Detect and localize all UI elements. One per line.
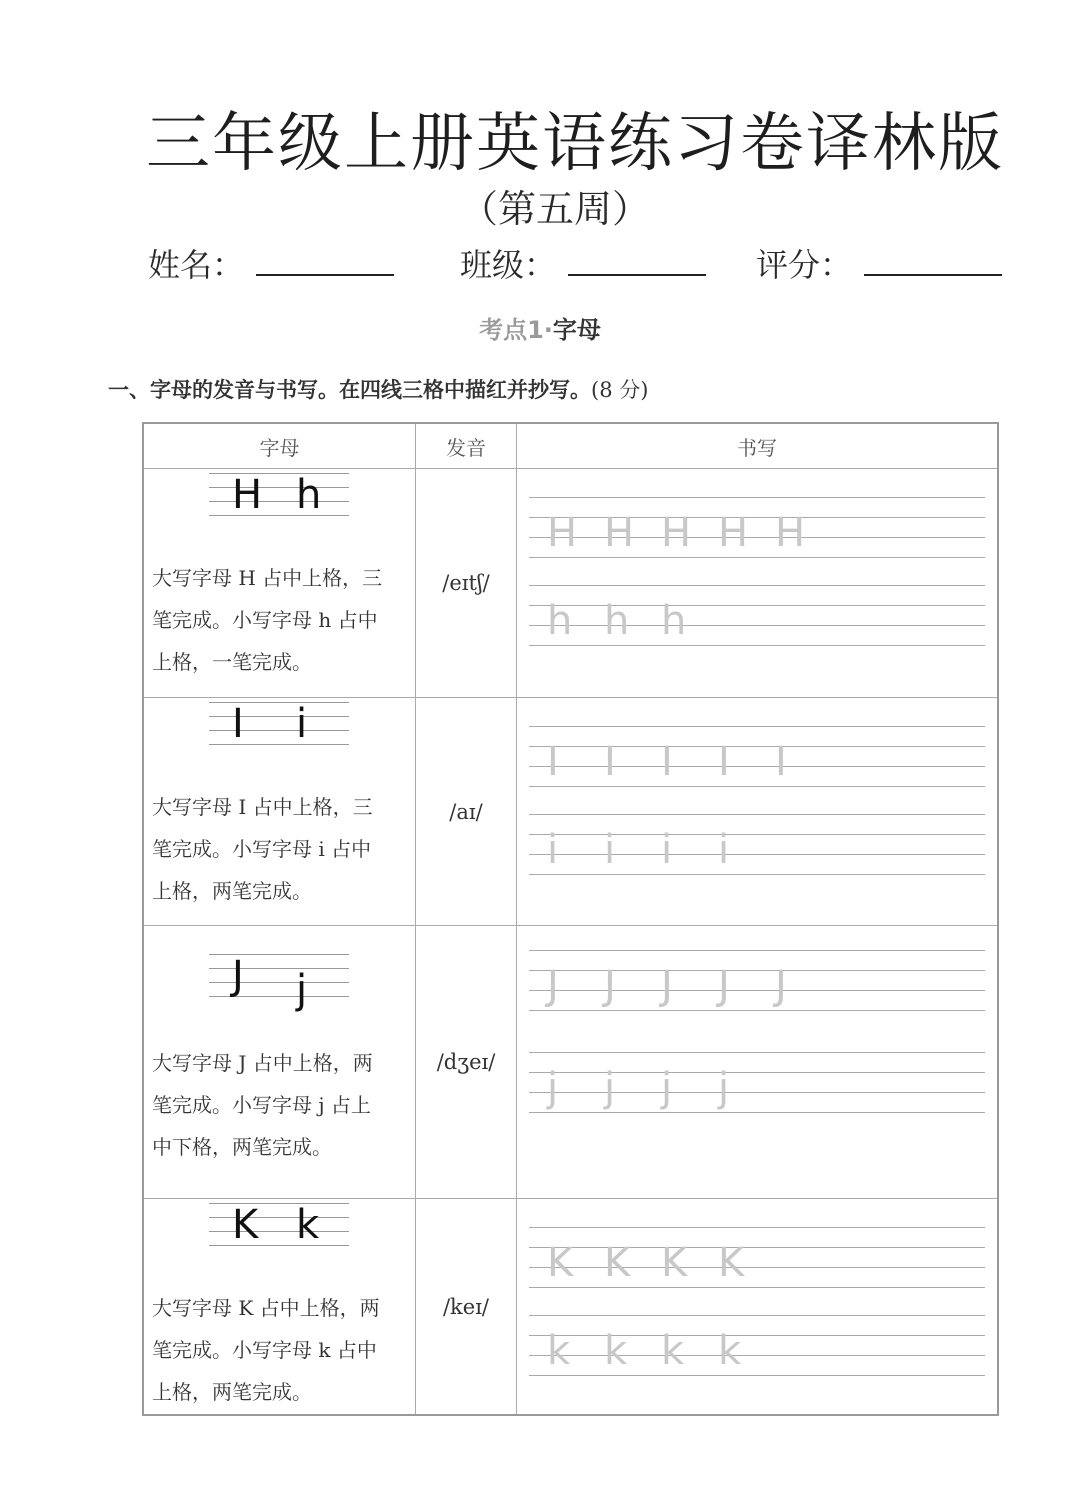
description-line: 上格，两笔完成。 bbox=[152, 879, 312, 903]
writing-area[interactable] bbox=[517, 1199, 997, 1414]
writing-guide-line bbox=[529, 1247, 985, 1248]
guide-line bbox=[209, 1203, 349, 1204]
score-field bbox=[756, 240, 1002, 286]
writing-guide-line bbox=[529, 585, 985, 586]
trace-letter[interactable]: H bbox=[661, 510, 692, 556]
trace-letter[interactable]: h bbox=[547, 598, 573, 644]
trace-letter[interactable]: k bbox=[604, 1328, 628, 1374]
guide-line bbox=[209, 702, 349, 703]
trace-letter[interactable]: J bbox=[661, 963, 673, 1009]
writing-guide-line bbox=[529, 1355, 985, 1356]
writing-guide-line bbox=[529, 605, 985, 606]
lowercase-letter: h bbox=[296, 472, 322, 518]
header-write: 书写 bbox=[517, 423, 999, 469]
writing-guide-line bbox=[529, 1287, 985, 1288]
trace-letter[interactable]: J bbox=[547, 963, 559, 1009]
letter-demo bbox=[144, 926, 415, 1036]
phonetic-cell bbox=[416, 698, 517, 926]
kaodian-topic: 字母 bbox=[552, 316, 601, 344]
writing-guide-line bbox=[529, 1092, 985, 1093]
trace-letter[interactable]: H bbox=[718, 510, 749, 556]
phonetic-cell bbox=[416, 1199, 517, 1416]
writing-cell[interactable] bbox=[517, 469, 999, 698]
trace-letter[interactable]: H bbox=[775, 510, 806, 556]
trace-letter[interactable]: H bbox=[547, 510, 578, 556]
writing-guide-line bbox=[529, 497, 985, 498]
writing-guide-line bbox=[529, 766, 985, 767]
guide-line bbox=[209, 1231, 349, 1232]
writing-guide-line bbox=[529, 1267, 985, 1268]
writing-cell[interactable] bbox=[517, 698, 999, 926]
writing-guide-line bbox=[529, 1072, 985, 1073]
writing-guide-line bbox=[529, 746, 985, 747]
trace-letter[interactable]: J bbox=[604, 963, 616, 1009]
trace-letter[interactable]: k bbox=[661, 1328, 685, 1374]
guide-line bbox=[209, 487, 349, 488]
trace-letter[interactable]: K bbox=[547, 1240, 574, 1286]
writing-guide-line bbox=[529, 1010, 985, 1011]
writing-area[interactable] bbox=[517, 926, 997, 1198]
description-line: 笔完成。小写字母 k 占中 bbox=[152, 1338, 377, 1362]
guide-line bbox=[209, 744, 349, 745]
phonetic-cell bbox=[416, 469, 517, 698]
writing-guide-line bbox=[529, 537, 985, 538]
trace-letter[interactable]: j bbox=[661, 1065, 673, 1111]
guide-line bbox=[209, 716, 349, 717]
guide-line bbox=[209, 1245, 349, 1246]
guide-line bbox=[209, 996, 349, 997]
writing-guide-line bbox=[529, 557, 985, 558]
table-row bbox=[143, 469, 998, 698]
writing-area[interactable] bbox=[517, 469, 997, 697]
table-header-row bbox=[143, 423, 998, 469]
trace-letter[interactable]: I bbox=[604, 739, 616, 785]
phonetic-text: /dʒeɪ/ bbox=[436, 1050, 496, 1074]
writing-guide-line bbox=[529, 1227, 985, 1228]
description-line: 笔完成。小写字母 i 占中 bbox=[152, 837, 372, 861]
uppercase-letter: K bbox=[232, 1202, 259, 1248]
writing-guide-line bbox=[529, 1375, 985, 1376]
phonetic-text: /keɪ/ bbox=[442, 1294, 490, 1319]
class-field bbox=[460, 240, 706, 286]
header-sound: 发音 bbox=[416, 423, 517, 469]
description-line: 大写字母 J 占中上格，两 bbox=[152, 1051, 373, 1075]
lowercase-letter: k bbox=[296, 1202, 320, 1248]
writing-guide-line bbox=[529, 726, 985, 727]
score-blank[interactable] bbox=[864, 244, 1002, 276]
trace-letter[interactable]: k bbox=[547, 1328, 571, 1374]
writing-cell[interactable] bbox=[517, 926, 999, 1199]
letter-demo bbox=[144, 469, 415, 551]
writing-guide-line bbox=[529, 1315, 985, 1316]
name-blank[interactable] bbox=[256, 244, 394, 276]
guide-line bbox=[209, 473, 349, 474]
writing-cell[interactable] bbox=[517, 1199, 999, 1416]
guide-line bbox=[209, 968, 349, 969]
lowercase-letter: i bbox=[296, 701, 308, 747]
question-text: 一、字母的发音与书写。在四线三格中描红并抄写。 bbox=[108, 378, 591, 402]
name-label: 姓名： bbox=[148, 246, 245, 284]
letter-description bbox=[144, 551, 415, 683]
letter-description bbox=[144, 780, 415, 912]
letter-demo bbox=[144, 1199, 415, 1281]
writing-guide-line bbox=[529, 1112, 985, 1113]
table-row bbox=[143, 926, 998, 1199]
trace-letter[interactable]: K bbox=[718, 1240, 745, 1286]
description-line: 大写字母 I 占中上格，三 bbox=[152, 795, 373, 819]
class-label: 班级： bbox=[460, 246, 557, 284]
guide-line bbox=[209, 501, 349, 502]
phonetic-cell bbox=[416, 926, 517, 1199]
trace-letter[interactable]: I bbox=[661, 739, 673, 785]
letter-description bbox=[144, 1281, 415, 1413]
trace-letter[interactable]: H bbox=[604, 510, 635, 556]
description-line: 中下格，两笔完成。 bbox=[152, 1135, 332, 1159]
trace-letter[interactable]: i bbox=[718, 827, 730, 873]
name-field bbox=[148, 240, 394, 286]
phonetic-text: /eɪtʃ/ bbox=[442, 571, 490, 595]
trace-letter[interactable]: i bbox=[661, 827, 673, 873]
uppercase-letter: I bbox=[232, 701, 244, 747]
guide-line bbox=[209, 515, 349, 516]
score-label: 评分： bbox=[756, 246, 853, 284]
class-blank[interactable] bbox=[568, 244, 706, 276]
trace-letter[interactable]: h bbox=[661, 598, 687, 644]
trace-letter[interactable]: j bbox=[547, 1065, 559, 1111]
description-line: 笔完成。小写字母 j 占上 bbox=[152, 1093, 371, 1117]
table-row bbox=[143, 1199, 998, 1416]
description-line: 大写字母 K 占中上格，两 bbox=[152, 1296, 380, 1320]
trace-letter[interactable]: J bbox=[775, 963, 787, 1009]
trace-letter[interactable]: I bbox=[775, 739, 787, 785]
page-title: 三年级上册英语练习卷译林版 bbox=[146, 107, 1004, 181]
description-line: 上格，一笔完成。 bbox=[152, 650, 312, 674]
letter-table bbox=[142, 422, 999, 1416]
kaodian-prefix: 考点1· bbox=[479, 316, 553, 344]
trace-letter[interactable]: I bbox=[547, 739, 559, 785]
guide-line bbox=[209, 982, 349, 983]
writing-guide-line bbox=[529, 1052, 985, 1053]
writing-guide-line bbox=[529, 950, 985, 951]
letter-cell bbox=[143, 1199, 416, 1416]
trace-letter[interactable]: J bbox=[718, 963, 730, 1009]
writing-guide-line bbox=[529, 834, 985, 835]
guide-line bbox=[209, 730, 349, 731]
description-line: 大写字母 H 占中上格，三 bbox=[152, 566, 383, 590]
trace-letter[interactable]: j bbox=[604, 1065, 616, 1111]
trace-letter[interactable]: K bbox=[604, 1240, 631, 1286]
writing-guide-line bbox=[529, 970, 985, 971]
guide-line bbox=[209, 1217, 349, 1218]
uppercase-letter: H bbox=[232, 472, 263, 518]
question-heading bbox=[108, 374, 648, 404]
phonetic-text: /aɪ/ bbox=[449, 799, 483, 824]
week-subtitle: （第五周） bbox=[459, 187, 650, 231]
table-row bbox=[143, 698, 998, 926]
writing-guide-line bbox=[529, 786, 985, 787]
writing-guide-line bbox=[529, 854, 985, 855]
writing-guide-line bbox=[529, 625, 985, 626]
description-line: 上格，两笔完成。 bbox=[152, 1380, 312, 1404]
writing-guide-line bbox=[529, 517, 985, 518]
trace-letter[interactable]: i bbox=[547, 827, 559, 873]
trace-letter[interactable]: h bbox=[604, 598, 630, 644]
header-letter: 字母 bbox=[143, 423, 416, 469]
uppercase-letter: J bbox=[232, 953, 244, 999]
trace-letter[interactable]: I bbox=[718, 739, 730, 785]
guide-line bbox=[209, 954, 349, 955]
writing-area[interactable] bbox=[517, 698, 997, 925]
letter-cell bbox=[143, 469, 416, 698]
writing-guide-line bbox=[529, 645, 985, 646]
letter-cell bbox=[143, 926, 416, 1199]
trace-letter[interactable]: j bbox=[718, 1065, 730, 1111]
lowercase-letter: j bbox=[296, 967, 308, 1013]
writing-guide-line bbox=[529, 814, 985, 815]
question-points: (8 分) bbox=[591, 378, 649, 402]
letter-description bbox=[144, 1036, 415, 1168]
trace-letter[interactable]: k bbox=[718, 1328, 742, 1374]
writing-guide-line bbox=[529, 990, 985, 991]
trace-letter[interactable]: i bbox=[604, 827, 616, 873]
trace-letter[interactable]: K bbox=[661, 1240, 688, 1286]
kaodian-heading bbox=[0, 310, 1080, 345]
letter-cell bbox=[143, 698, 416, 926]
description-line: 笔完成。小写字母 h 占中 bbox=[152, 608, 378, 632]
writing-guide-line bbox=[529, 874, 985, 875]
letter-demo bbox=[144, 698, 415, 780]
writing-guide-line bbox=[529, 1335, 985, 1336]
